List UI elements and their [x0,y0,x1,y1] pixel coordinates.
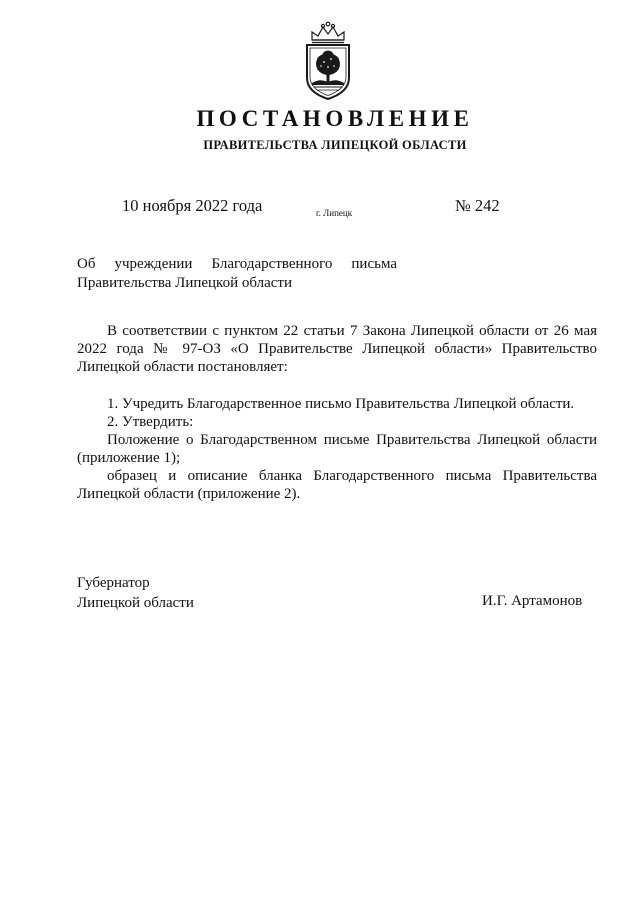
document-heading [77,255,397,293]
document-heading-line2: Правительства Липецкой области [77,275,293,291]
body-paragraph-preamble: В соответствии с пунктом 22 статьи 7 Закона Липецкой области от 26 мая 2022 года № 97-ОЗ «О Правительстве Липецкой области» Правительство Липецкой области постановляет: [77,323,597,375]
issuer-subtitle: ПРАВИТЕЛЬСТВА ЛИПЕЦКОЙ ОБЛАСТИ [203,138,467,152]
signature-name: И.Г. Артамонов [482,593,583,609]
document-body [77,322,597,503]
signature-position [77,573,194,613]
coat-of-arms-icon [298,20,358,102]
document-number: № 242 [455,196,500,215]
document-city: г. Липецк [316,208,353,218]
body-paragraph-item-2: 2. Утвердить: [107,414,194,430]
body-paragraph-item-1: 1. Учредить Благодарственное письмо Правительства Липецкой области. [107,396,575,412]
signature-position-line2: Липецкой области [77,595,194,611]
body-paragraph-appendix-2: образец и описание бланка Благодарственного письма Правительства Липецкой области (приложение 2). [77,468,597,502]
body-paragraph-appendix-1: Положение о Благодарственном письме Правительства Липецкой области (приложение 1); [77,432,597,466]
document-heading-line1: Об учреждении Благодарственного письма [77,256,397,272]
signature-position-line1: Губернатор [77,575,150,591]
document-date: 10 ноября 2022 года [122,196,263,215]
document-type-title: ПОСТАНОВЛЕНИЕ [196,106,474,131]
